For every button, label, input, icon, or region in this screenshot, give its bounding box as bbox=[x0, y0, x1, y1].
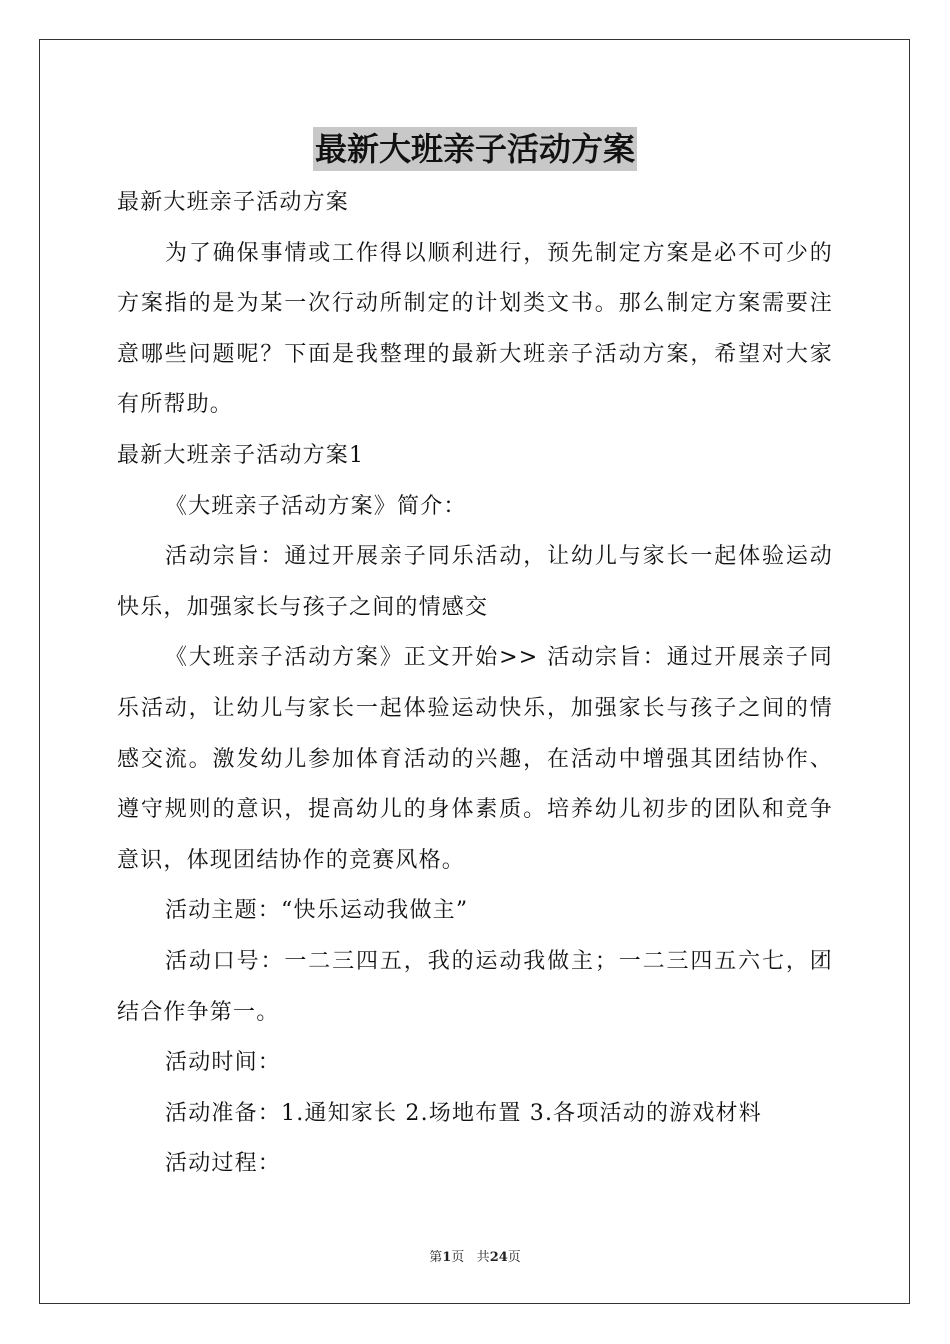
page-prefix: 第 bbox=[429, 1250, 443, 1265]
paragraph: 活动宗旨：通过开展亲子同乐活动，让幼儿与家长一起体验运动快乐，加强家长与孩子之间的情感交 bbox=[117, 544, 833, 620]
document-body bbox=[117, 178, 833, 1190]
title-area bbox=[0, 127, 950, 171]
paragraph: 最新大班亲子活动方案 bbox=[117, 190, 350, 215]
total-pages: 24 bbox=[489, 1250, 508, 1265]
page-footer bbox=[0, 1246, 950, 1265]
paragraph: 为了确保事情或工作得以顺利进行，预先制定方案是必不可少的方案指的是为某一次行动所制定的计划类文书。那么制定方案需要注意哪些问题呢？下面是我整理的最新大班亲子活动方案，希望对大家有所帮助。 bbox=[117, 240, 833, 418]
paragraph: 活动主题：“快乐运动我做主” bbox=[165, 898, 469, 924]
page-suffix: 页 bbox=[451, 1250, 465, 1265]
paragraph: 《大班亲子活动方案》正文开始>> 活动宗旨：通过开展亲子同乐活动，让幼儿与家长一起体验运动快乐，加强家长与孩子之间的情感交流。激发幼儿参加体育活动的兴趣，在活动中增强其团结协作、遵守规则的意识，提高幼儿的身体素质。培养幼儿初步的团队和竞争意识，体现团结协作的竞赛风格。 bbox=[117, 645, 833, 873]
paragraph: 活动准备：1.通知家长 2.场地布置 3.各项活动的游戏材料 bbox=[165, 1100, 762, 1126]
paragraph: 活动过程： bbox=[165, 1151, 282, 1177]
page-number: 1 bbox=[442, 1250, 452, 1265]
document-title: 最新大班亲子活动方案 bbox=[313, 127, 637, 171]
paragraph: 《大班亲子活动方案》简介： bbox=[165, 493, 467, 519]
total-prefix: 共 bbox=[476, 1250, 490, 1265]
section-heading: 最新大班亲子活动方案1 bbox=[117, 442, 365, 468]
paragraph: 活动时间： bbox=[165, 1050, 282, 1076]
paragraph: 活动口号：一二三四五，我的运动我做主；一二三四五六七，团结合作争第一。 bbox=[117, 948, 833, 1025]
total-suffix: 页 bbox=[507, 1250, 521, 1265]
